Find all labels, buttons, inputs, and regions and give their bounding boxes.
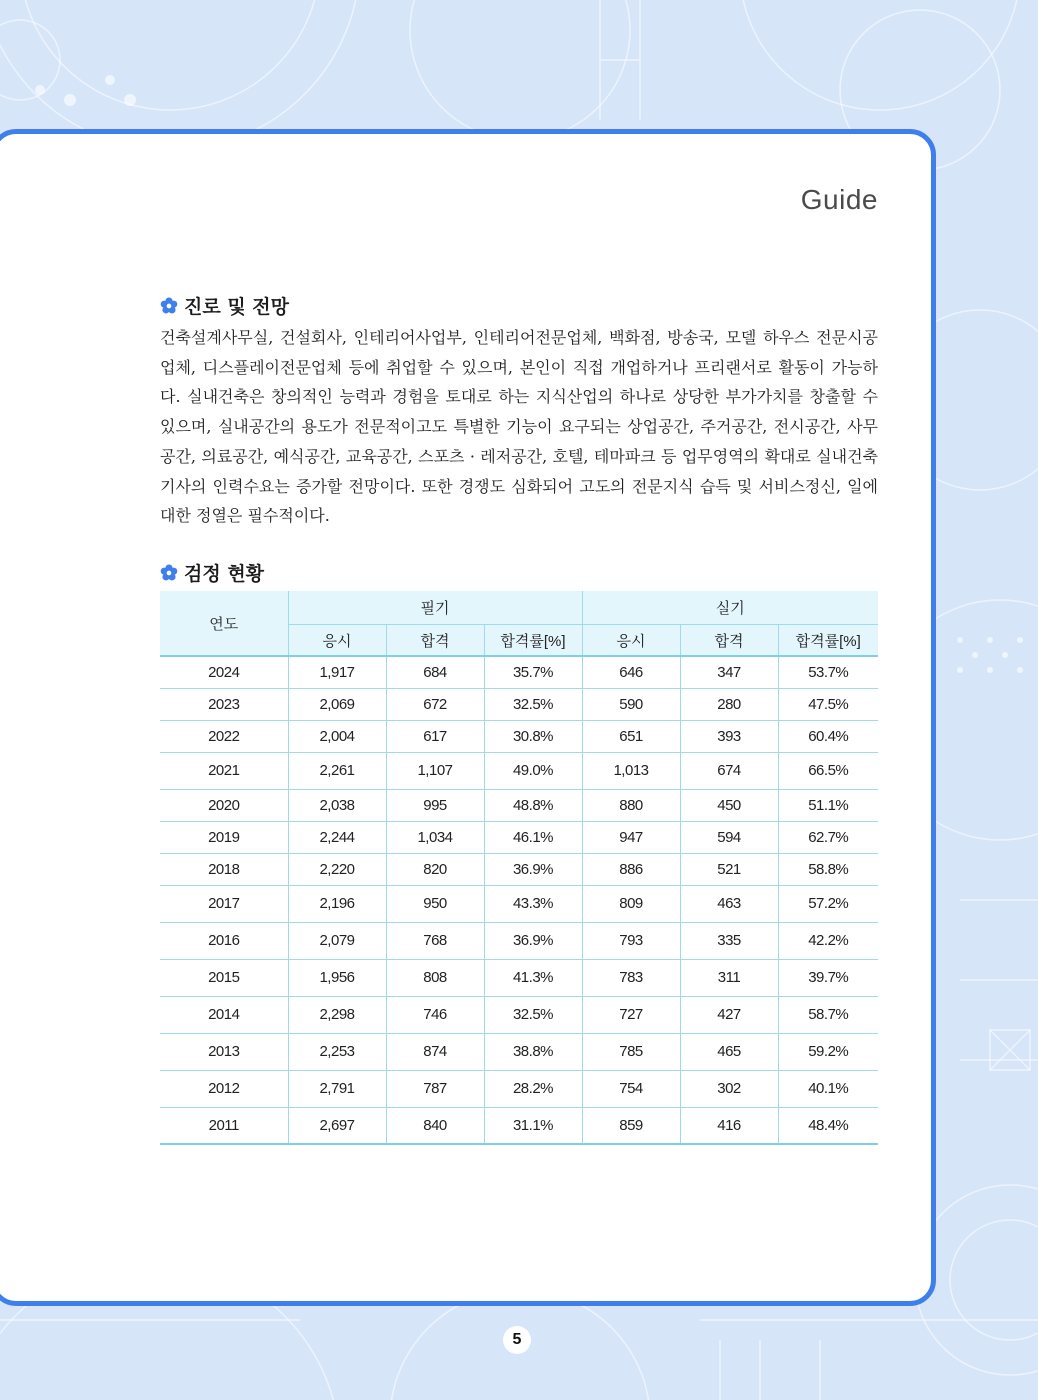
table-cell: 2,004 [288, 720, 386, 752]
table-cell-year: 2013 [160, 1033, 288, 1070]
table-cell: 2,791 [288, 1070, 386, 1107]
table-cell: 2,253 [288, 1033, 386, 1070]
table-cell: 590 [582, 688, 680, 720]
table-cell: 31.1% [484, 1107, 582, 1144]
table-cell: 36.9% [484, 853, 582, 885]
table-row [160, 688, 878, 720]
table-cell: 302 [680, 1070, 778, 1107]
table-row [160, 720, 878, 752]
page-number: 5 [503, 1326, 531, 1354]
table-cell: 874 [386, 1033, 484, 1070]
table-row [160, 1070, 878, 1107]
table-cell: 66.5% [778, 752, 878, 789]
table-cell: 746 [386, 996, 484, 1033]
section-title-exam-stats: 검정 현황 [184, 563, 265, 585]
table-cell: 684 [386, 656, 484, 688]
header-year: 연도 [160, 591, 288, 656]
table-cell: 53.7% [778, 656, 878, 688]
exam-stats-table [160, 591, 878, 1145]
table-cell: 36.9% [484, 922, 582, 959]
table-cell-year: 2021 [160, 752, 288, 789]
table-cell: 1,956 [288, 959, 386, 996]
table-cell: 785 [582, 1033, 680, 1070]
header-practical-applicants: 응시 [582, 625, 680, 657]
section-heading-exam-stats [160, 559, 264, 586]
table-cell: 521 [680, 853, 778, 885]
section-title-career: 진로 및 전망 [184, 296, 289, 318]
header-practical: 실기 [582, 591, 878, 625]
table-row [160, 1107, 878, 1144]
table-row [160, 789, 878, 821]
table-cell: 2,079 [288, 922, 386, 959]
table-cell: 808 [386, 959, 484, 996]
table-cell: 768 [386, 922, 484, 959]
table-cell: 1,034 [386, 821, 484, 853]
header-written: 필기 [288, 591, 582, 625]
table-cell-year: 2012 [160, 1070, 288, 1107]
table-cell: 347 [680, 656, 778, 688]
table-cell: 886 [582, 853, 680, 885]
table-cell: 30.8% [484, 720, 582, 752]
table-cell: 28.2% [484, 1070, 582, 1107]
header-written-applicants: 응시 [288, 625, 386, 657]
table-row [160, 853, 878, 885]
table-cell: 40.1% [778, 1070, 878, 1107]
table-cell: 950 [386, 885, 484, 922]
table-cell: 48.4% [778, 1107, 878, 1144]
table-cell: 2,196 [288, 885, 386, 922]
table-cell: 859 [582, 1107, 680, 1144]
table-cell: 2,069 [288, 688, 386, 720]
table-cell: 2,038 [288, 789, 386, 821]
table-cell: 43.3% [484, 885, 582, 922]
header-practical-rate: 합격률[%] [778, 625, 878, 657]
table-cell: 783 [582, 959, 680, 996]
table-cell: 617 [386, 720, 484, 752]
table-cell: 787 [386, 1070, 484, 1107]
table-cell: 646 [582, 656, 680, 688]
table-cell-year: 2023 [160, 688, 288, 720]
table-cell-year: 2011 [160, 1107, 288, 1144]
table-cell: 450 [680, 789, 778, 821]
table-cell: 393 [680, 720, 778, 752]
table-cell: 41.3% [484, 959, 582, 996]
table-cell: 2,697 [288, 1107, 386, 1144]
table-cell-year: 2016 [160, 922, 288, 959]
table-row [160, 656, 878, 688]
table-cell-year: 2014 [160, 996, 288, 1033]
table-row [160, 959, 878, 996]
table-cell: 35.7% [484, 656, 582, 688]
flower-bullet-icon [160, 564, 178, 582]
header-practical-passed: 합격 [680, 625, 778, 657]
table-row [160, 821, 878, 853]
table-cell: 280 [680, 688, 778, 720]
table-row [160, 1033, 878, 1070]
table-cell: 51.1% [778, 789, 878, 821]
table-cell: 995 [386, 789, 484, 821]
table-cell: 39.7% [778, 959, 878, 996]
header-written-rate: 합격률[%] [484, 625, 582, 657]
table-cell: 48.8% [484, 789, 582, 821]
table-cell: 59.2% [778, 1033, 878, 1070]
table-cell: 58.8% [778, 853, 878, 885]
table-cell: 463 [680, 885, 778, 922]
table-cell: 311 [680, 959, 778, 996]
table-cell-year: 2020 [160, 789, 288, 821]
table-cell: 809 [582, 885, 680, 922]
guide-label: Guide [800, 184, 878, 215]
table-cell: 727 [582, 996, 680, 1033]
career-paragraph: 건축설계사무실, 건설회사, 인테리어사업부, 인테리어전문업체, 백화점, 방송국, 모델 하우스 전문시공업체, 디스플레이전문업체 등에 취업할 수 있으며, 본인이 직접 개업하거나 프리랜서로 활동이 가능하다. 실내건축은 창의적인 능력과 경험을 토대로 하는 지식산업의 하나로 상당한 부가가치를 창출할 수 있으며, 실내공간의 용도가 전문적이고도 특별한 기능이 요구되는 상업공간, 주거공간, 전시공간, 사무공간, 의료공간, 예식공간, 교육공간, 스포츠 · 레저공간, 호텔, 테마파크 등 업무영역의 확대로 실내건축기사의 인력수요는 증가할 전망이다. 또한 경쟁도 심화되어 고도의 전문지식 습득 및 서비스정신, 일에 대한 정열은 필수적이다. [160, 328, 878, 526]
table-cell: 58.7% [778, 996, 878, 1033]
table-cell: 2,261 [288, 752, 386, 789]
table-cell: 672 [386, 688, 484, 720]
table-cell: 947 [582, 821, 680, 853]
table-cell: 416 [680, 1107, 778, 1144]
table-cell: 427 [680, 996, 778, 1033]
table-cell-year: 2018 [160, 853, 288, 885]
table-row [160, 922, 878, 959]
table-cell: 2,220 [288, 853, 386, 885]
table-cell: 42.2% [778, 922, 878, 959]
table-cell: 57.2% [778, 885, 878, 922]
table-cell-year: 2017 [160, 885, 288, 922]
table-cell: 335 [680, 922, 778, 959]
table-cell: 60.4% [778, 720, 878, 752]
table-cell: 651 [582, 720, 680, 752]
table-cell: 47.5% [778, 688, 878, 720]
section-heading-career [160, 292, 289, 319]
table-cell: 674 [680, 752, 778, 789]
table-cell: 2,244 [288, 821, 386, 853]
table-cell: 46.1% [484, 821, 582, 853]
table-row [160, 885, 878, 922]
table-cell: 1,013 [582, 752, 680, 789]
table-cell: 793 [582, 922, 680, 959]
table-cell: 38.8% [484, 1033, 582, 1070]
table-cell: 1,917 [288, 656, 386, 688]
table-cell-year: 2019 [160, 821, 288, 853]
table-cell: 32.5% [484, 688, 582, 720]
table-cell: 32.5% [484, 996, 582, 1033]
table-cell: 840 [386, 1107, 484, 1144]
table-cell-year: 2024 [160, 656, 288, 688]
table-cell: 754 [582, 1070, 680, 1107]
table-cell: 49.0% [484, 752, 582, 789]
table-row [160, 996, 878, 1033]
header-written-passed: 합격 [386, 625, 484, 657]
flower-bullet-icon [160, 297, 178, 315]
table-cell: 880 [582, 789, 680, 821]
table-row [160, 752, 878, 789]
table-cell: 1,107 [386, 752, 484, 789]
table-cell: 820 [386, 853, 484, 885]
table-cell: 62.7% [778, 821, 878, 853]
table-cell: 2,298 [288, 996, 386, 1033]
table-cell: 465 [680, 1033, 778, 1070]
table-cell: 594 [680, 821, 778, 853]
table-cell-year: 2022 [160, 720, 288, 752]
table-cell-year: 2015 [160, 959, 288, 996]
